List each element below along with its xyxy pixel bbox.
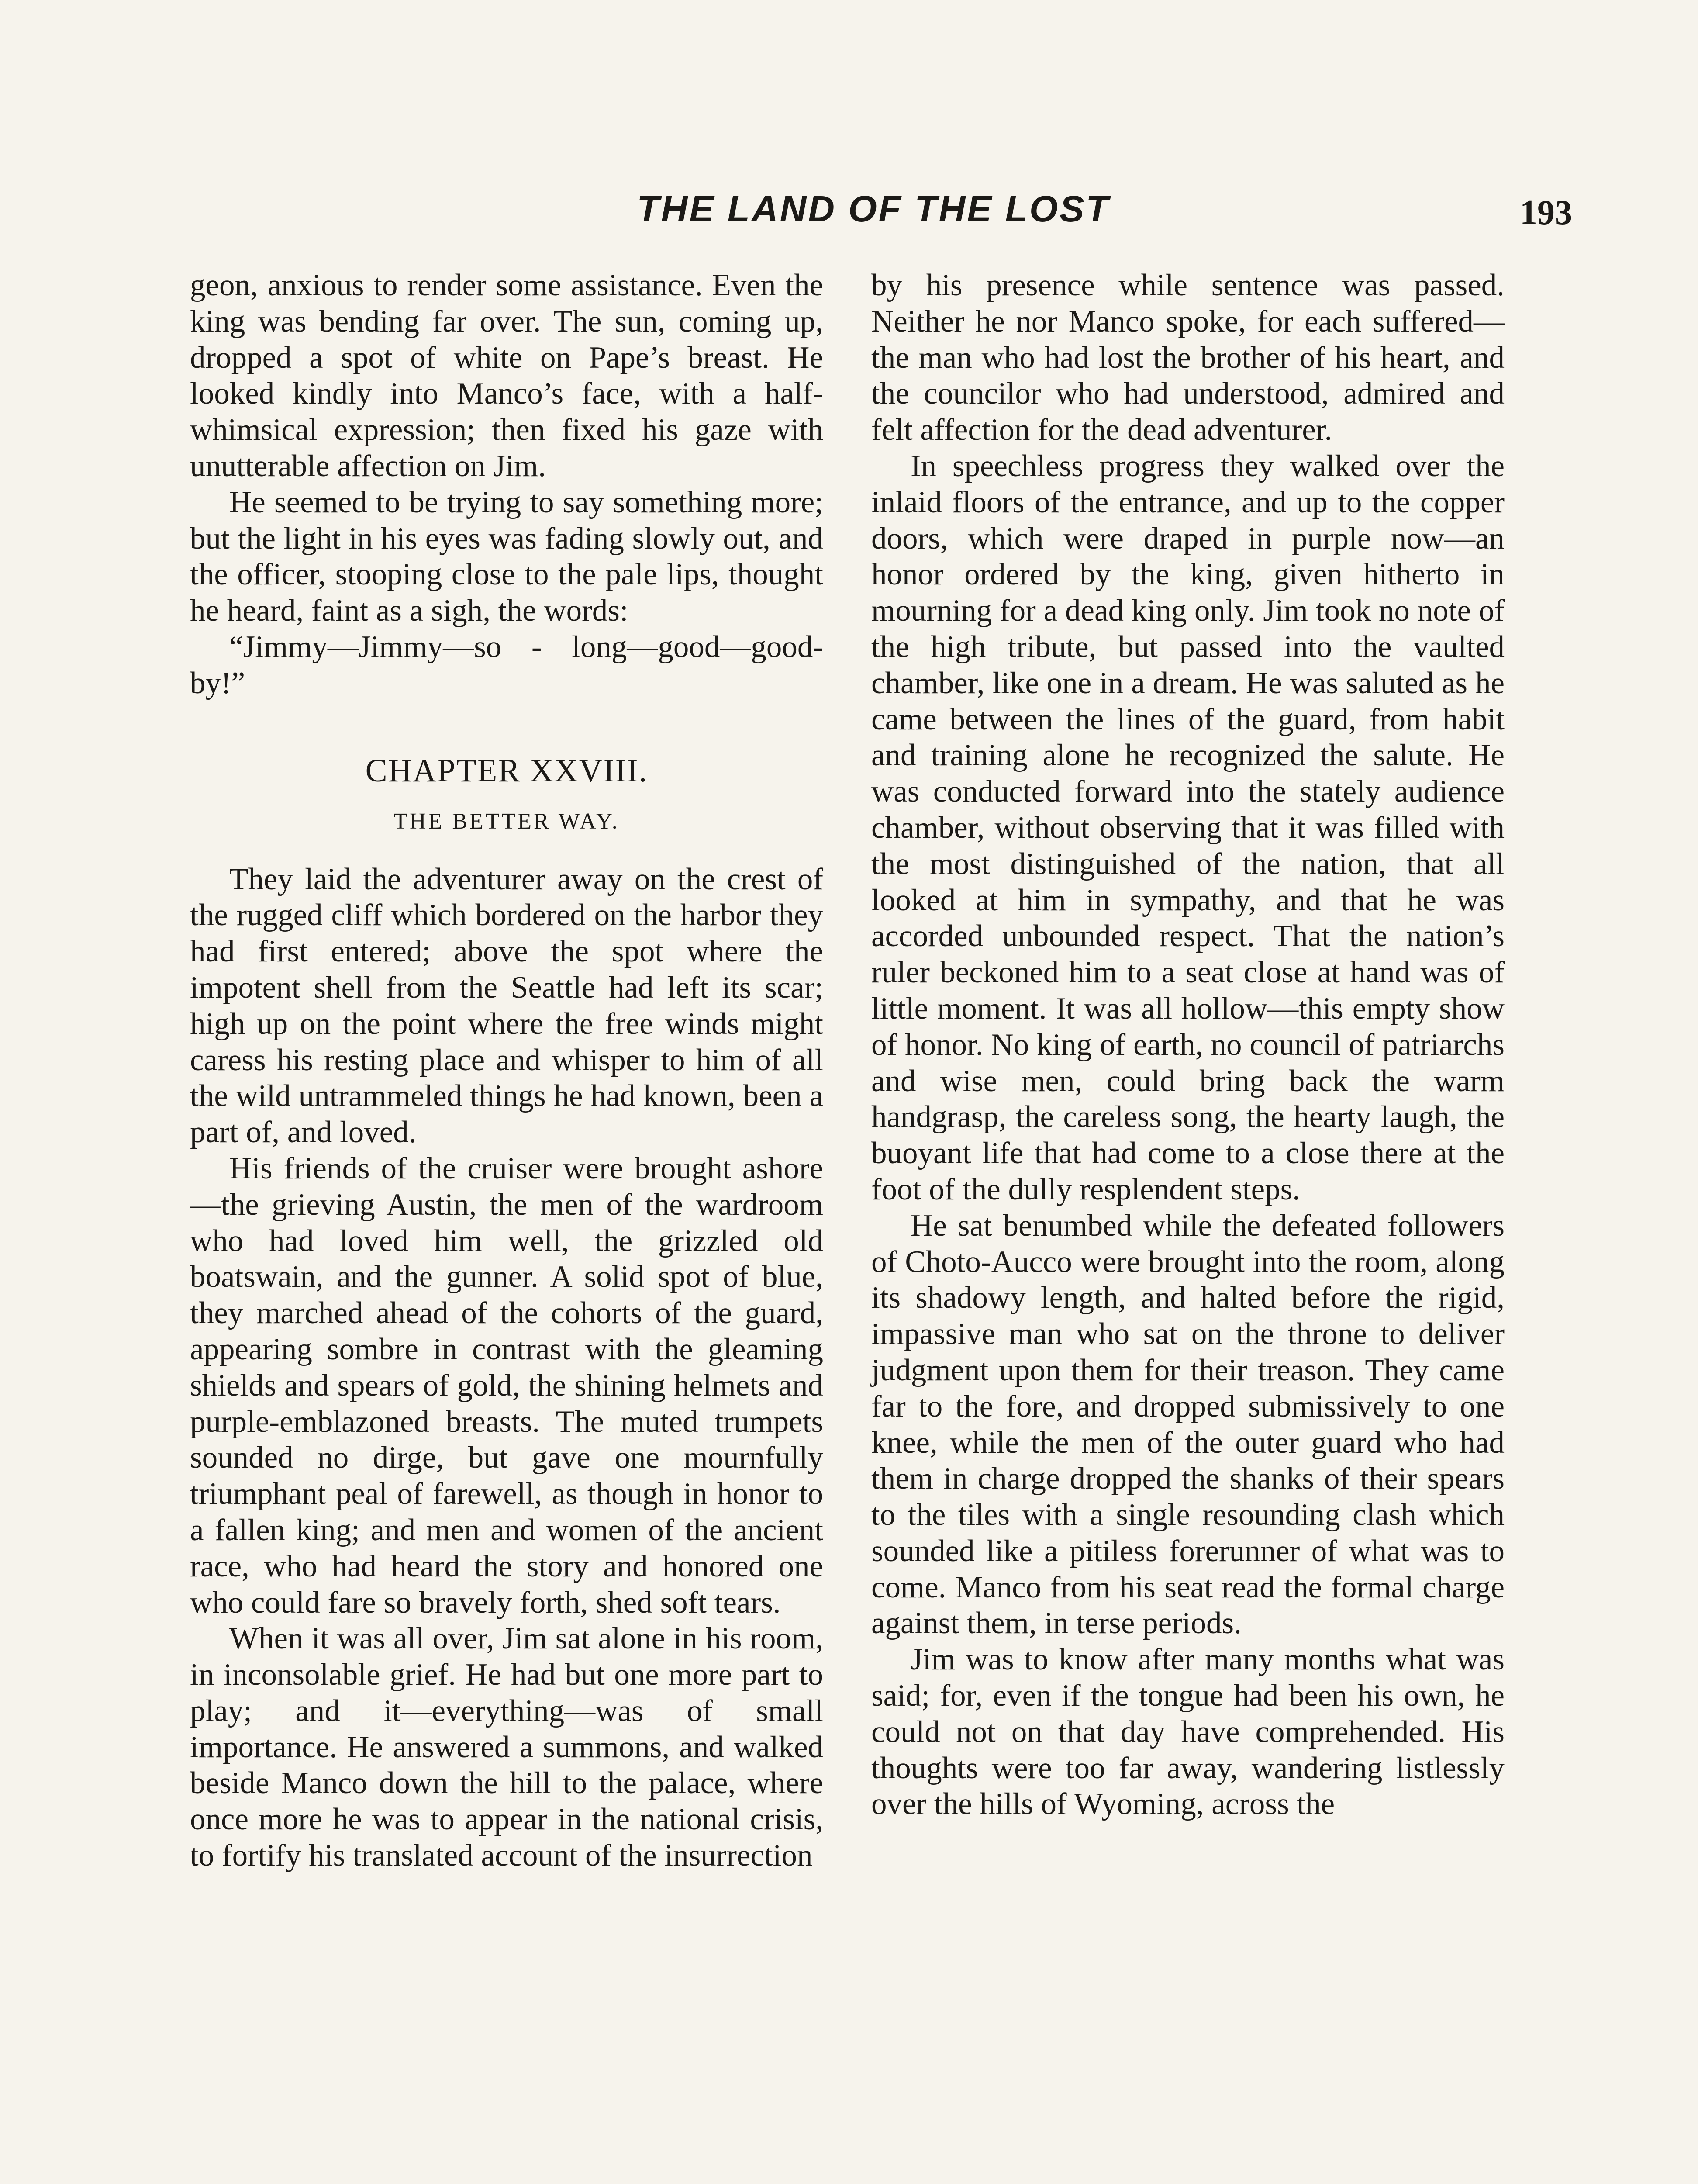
paragraph: “Jimmy—Jimmy—so - long—good—good-by!” [190, 629, 823, 700]
paragraph: by his presence while sentence was passed. Neither he nor Manco spoke, for each suffered—the man who had lost the brother of his heart, and the councilor who had understood, admired and felt affection for the dead adventurer. [871, 268, 1505, 447]
paragraph: When it was all over, Jim sat alone in his room, in inconsolable grief. He had but one more part to play; and it—everything—was of small importance. He answered a summons, and walked beside Manco down the hill to the palace, where once more he was to appear in the national crisis, to fortify his translated account of the insurrection [190, 1621, 823, 1873]
chapter-title: CHAPTER XXVIII. [365, 752, 648, 789]
paragraph: They laid the adventurer away on the crest of the rugged cliff which bordered on the harbor they had first entered; above the spot where the impotent shell from the Seattle had left its scar; high up on the point where the free winds might caress his resting place and whisper to him of all the wild untrammeled things he had known, been a part of, and loved. [190, 862, 823, 1150]
paragraph: He sat benumbed while the defeated followers of Choto-Aucco were brought into the room, along its shadowy length, and halted before the rigid, impassive man who sat on the throne to deliver judgment upon them for their treason. They came far to the fore, and dropped submissively to one knee, while the men of the outer guard who had them in charge dropped the shanks of their spears to the tiles with a single resounding clash which sounded like a pitiless forerunner of what was to come. Manco from his seat read the formal charge against them, in terse periods. [871, 1208, 1505, 1641]
paragraph: He seemed to be trying to say something more; but the light in his eyes was fading slowly out, and the officer, stooping close to the pale lips, thought he heard, faint as a sigh, the words: [190, 485, 823, 628]
left-column [190, 267, 823, 1874]
paragraph: Jim was to know after many months what was said; for, even if the tongue had been his own, he could not on that day have comprehended. His thoughts were too far away, wandering listlessly over the hills of Wyoming, across the [871, 1642, 1505, 1821]
paragraph: His friends of the cruiser were brought ashore—the grieving Austin, the men of the wardroom who had loved him well, the grizzled old boatswain, and the gunner. A solid spot of blue, they marched ahead of the cohorts of the guard, appearing sombre in contrast with the gleaming shields and spears of gold, the shining helmets and purple-emblazoned breasts. The muted trumpets sounded no dirge, but gave one mournfully triumphant peal of farewell, as though in honor to a fallen king; and men and women of the ancient race, who had heard the story and honored one who could fare so bravely forth, shed soft tears. [190, 1151, 823, 1620]
paragraph: geon, anxious to render some assistance. Even the king was bending far over. The sun, coming up, dropped a spot of white on Pape’s breast. He looked kindly into Manco’s face, with a half-whimsical expression; then fixed his gaze with unutterable affection on Jim. [190, 268, 823, 483]
right-column [871, 267, 1505, 1822]
page-number: 193 [1520, 194, 1572, 232]
running-title: THE LAND OF THE LOST [637, 188, 1110, 229]
paragraph: In speechless progress they walked over the inlaid floors of the entrance, and up to the copper doors, which were draped in purple now—an honor ordered by the king, given hitherto in mourning for a dead king only. Jim took no note of the high tribute, but passed into the vaulted chamber, like one in a dream. He was saluted as he came between the lines of the guard, from habit and training alone he recognized the salute. He was conducted forward into the stately audience chamber, without observing that it was filled with the most distinguished of the nation, that all looked at him in sympathy, and that he was accorded unbounded respect. That the nation’s ruler beckoned him to a seat close at hand was of little moment. It was all hollow—this empty show of honor. No king of earth, no council of patriarchs and wise men, could bring back the warm handgrasp, the careless song, the hearty laugh, the buoyant life that had come to a close there at the foot of the dully resplendent steps. [871, 449, 1505, 1206]
chapter-subtitle: THE BETTER WAY. [393, 809, 620, 834]
